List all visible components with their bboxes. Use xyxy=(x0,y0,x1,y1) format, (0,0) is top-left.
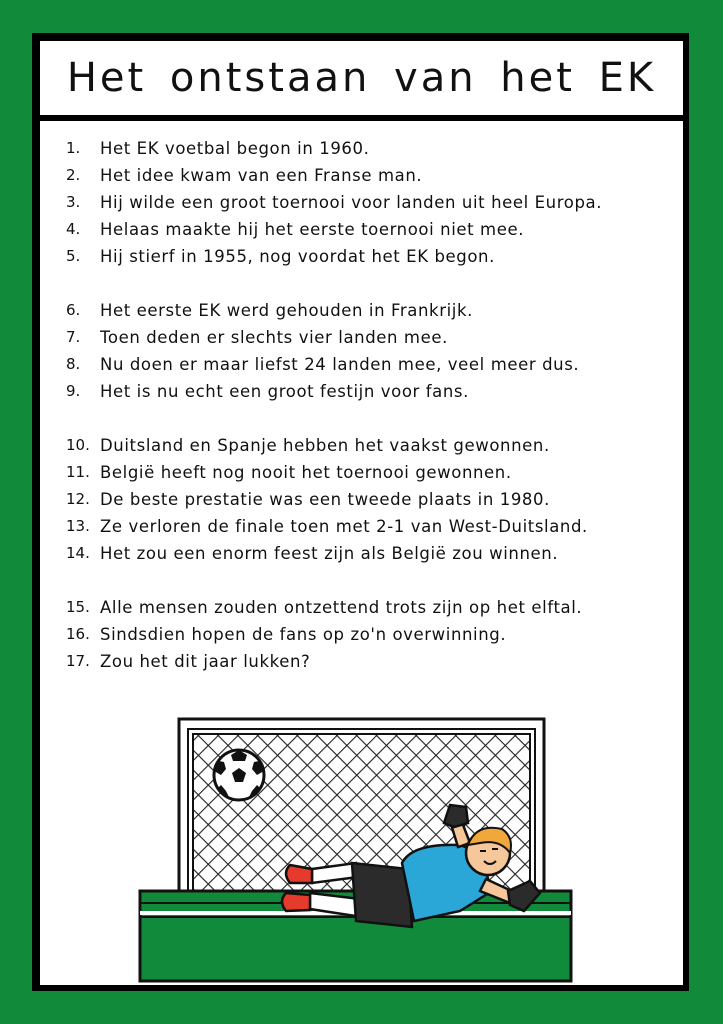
sentence-number: 14. xyxy=(66,544,90,562)
sentence-text: Nu doen er maar liefst 24 landen mee, veel meer dus. xyxy=(100,355,580,374)
goal-illustration xyxy=(40,121,683,985)
sentence-number: 6. xyxy=(66,301,81,319)
sentence-number: 2. xyxy=(66,166,81,184)
sentence-number: 3. xyxy=(66,193,81,211)
sentence-text: Hij stierf in 1955, nog voordat het EK begon. xyxy=(100,247,495,266)
sentence-text: Het eerste EK werd gehouden in Frankrijk. xyxy=(100,301,473,320)
sentence-text: Het idee kwam van een Franse man. xyxy=(100,166,423,185)
sentence-text: Ze verloren de finale toen met 2-1 van West-Duitsland. xyxy=(100,517,588,536)
sentence-number: 12. xyxy=(66,490,90,508)
sentence-number: 5. xyxy=(66,247,81,265)
sentence-text: Duitsland en Spanje hebben het vaakst gewonnen. xyxy=(100,436,550,455)
title-box xyxy=(40,41,683,115)
sentence-number: 15. xyxy=(66,598,90,616)
page-title: Het ontstaan van het EK xyxy=(66,55,657,101)
sentence-text: Helaas maakte hij het eerste toernooi niet mee. xyxy=(100,220,525,239)
sentence-text: Sindsdien hopen de fans op zo'n overwinning. xyxy=(100,625,507,644)
sentence-number: 9. xyxy=(66,382,81,400)
sentence-number: 11. xyxy=(66,463,90,481)
sentence-number: 10. xyxy=(66,436,90,454)
sentence-text: De beste prestatie was een tweede plaats in 1980. xyxy=(100,490,550,509)
sentence-text: Zou het dit jaar lukken? xyxy=(100,652,311,671)
sentence-text: België heeft nog nooit het toernooi gewonnen. xyxy=(100,463,512,482)
soccer-ball-icon xyxy=(214,750,264,800)
sentence-text: Toen deden er slechts vier landen mee. xyxy=(100,328,448,347)
sentence-number: 4. xyxy=(66,220,81,238)
sentence-number: 13. xyxy=(66,517,90,535)
sentence-number: 17. xyxy=(66,652,90,670)
sentence-number: 7. xyxy=(66,328,81,346)
sentence-text: Het zou een enorm feest zijn als België zou winnen. xyxy=(100,544,559,563)
sentence-text: Het is nu echt een groot festijn voor fans. xyxy=(100,382,469,401)
sentence-number: 8. xyxy=(66,355,81,373)
content-box xyxy=(40,121,683,985)
sentence-number: 16. xyxy=(66,625,90,643)
sentence-text: Het EK voetbal begon in 1960. xyxy=(100,139,370,158)
sentence-number: 1. xyxy=(66,139,81,157)
sentence-text: Alle mensen zouden ontzettend trots zijn op het elftal. xyxy=(100,598,583,617)
sentence-text: Hij wilde een groot toernooi voor landen uit heel Europa. xyxy=(100,193,603,212)
